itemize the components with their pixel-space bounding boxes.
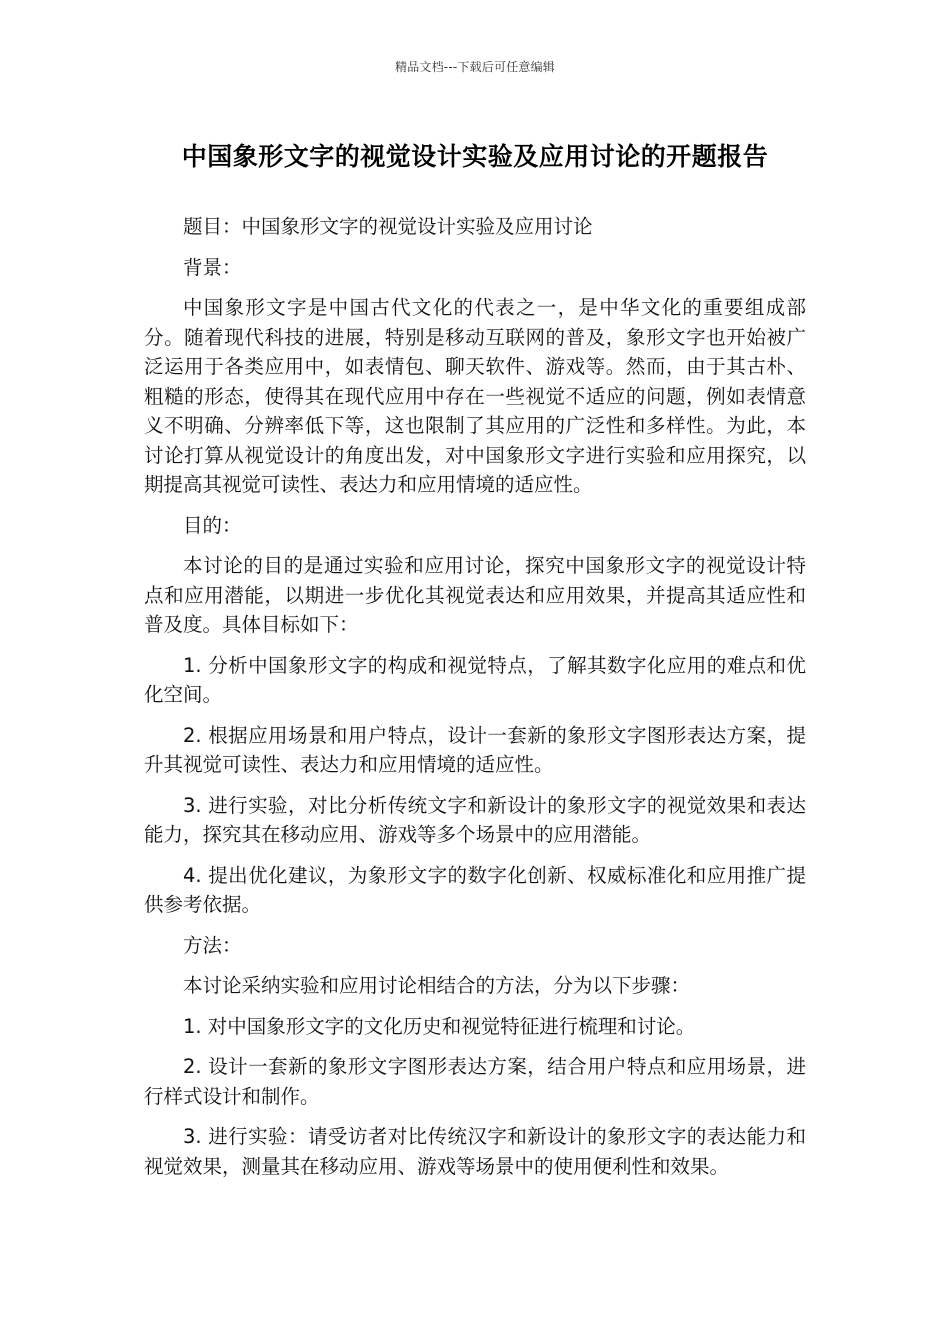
section-heading-method: 方法： bbox=[183, 933, 242, 957]
topic-line: 题目：中国象形文字的视觉设计实验及应用讨论 bbox=[183, 215, 593, 238]
document-title: 中国象形文字的视觉设计实验及应用讨论的开题报告 bbox=[181, 142, 769, 171]
document-body bbox=[144, 212, 806, 1192]
section-heading-background: 背景： bbox=[183, 255, 242, 279]
purpose-item-3: 3. 进行实验，对比分析传统文字和新设计的象形文字的视觉效果和表达能力，探究其在移动应用、游戏等多个场景中的应用潜能。 bbox=[144, 793, 806, 846]
purpose-paragraph: 本讨论的目的是通过实验和应用讨论，探究中国象形文字的视觉设计特点和应用潜能，以期进一步优化其视觉表达和应用效果，并提高其适应性和普及度。具体目标如下： bbox=[144, 554, 806, 636]
method-item-2: 2. 设计一套新的象形文字图形表达方案，结合用户特点和应用场景，进行样式设计和制作。 bbox=[144, 1055, 806, 1108]
method-item-1: 1. 对中国象形文字的文化历史和视觉特征进行梳理和讨论。 bbox=[183, 1014, 696, 1038]
method-item-3: 3. 进行实验：请受访者对比传统汉字和新设计的象形文字的表达能力和视觉效果，测量其在移动应用、游戏等场景中的使用便利性和效果。 bbox=[144, 1125, 806, 1178]
background-paragraph: 中国象形文字是中国古代文化的代表之一，是中华文化的重要组成部分。随着现代科技的进展，特别是移动互联网的普及，象形文字也开始被广泛运用于各类应用中，如表情包、聊天软件、游戏等。然而，由于其古朴、粗糙的形态，使得其在现代应用中存在一些视觉不适应的问题，例如表情意义不明确、分辨率低下等，这也限制了其应用的广泛性和多样性。为此，本讨论打算从视觉设计的角度出发，对中国象形文字进行实验和应用探究，以期提高其视觉可读性、表达力和应用情境的适应性。 bbox=[144, 296, 806, 496]
method-paragraph: 本讨论采纳实验和应用讨论相结合的方法，分为以下步骤： bbox=[183, 974, 691, 997]
purpose-item-1: 1. 分析中国象形文字的构成和视觉特点，了解其数字化应用的难点和优化空间。 bbox=[144, 653, 806, 706]
purpose-item-2: 2. 根据应用场景和用户特点，设计一套新的象形文字图形表达方案，提升其视觉可读性、表达力和应用情境的适应性。 bbox=[144, 723, 806, 776]
header-note: 精品文档---下载后可任意编辑 bbox=[395, 60, 555, 74]
section-heading-purpose: 目的： bbox=[183, 513, 242, 537]
purpose-item-4: 4. 提出优化建议，为象形文字的数字化创新、权威标准化和应用推广提供参考依据。 bbox=[144, 863, 806, 916]
